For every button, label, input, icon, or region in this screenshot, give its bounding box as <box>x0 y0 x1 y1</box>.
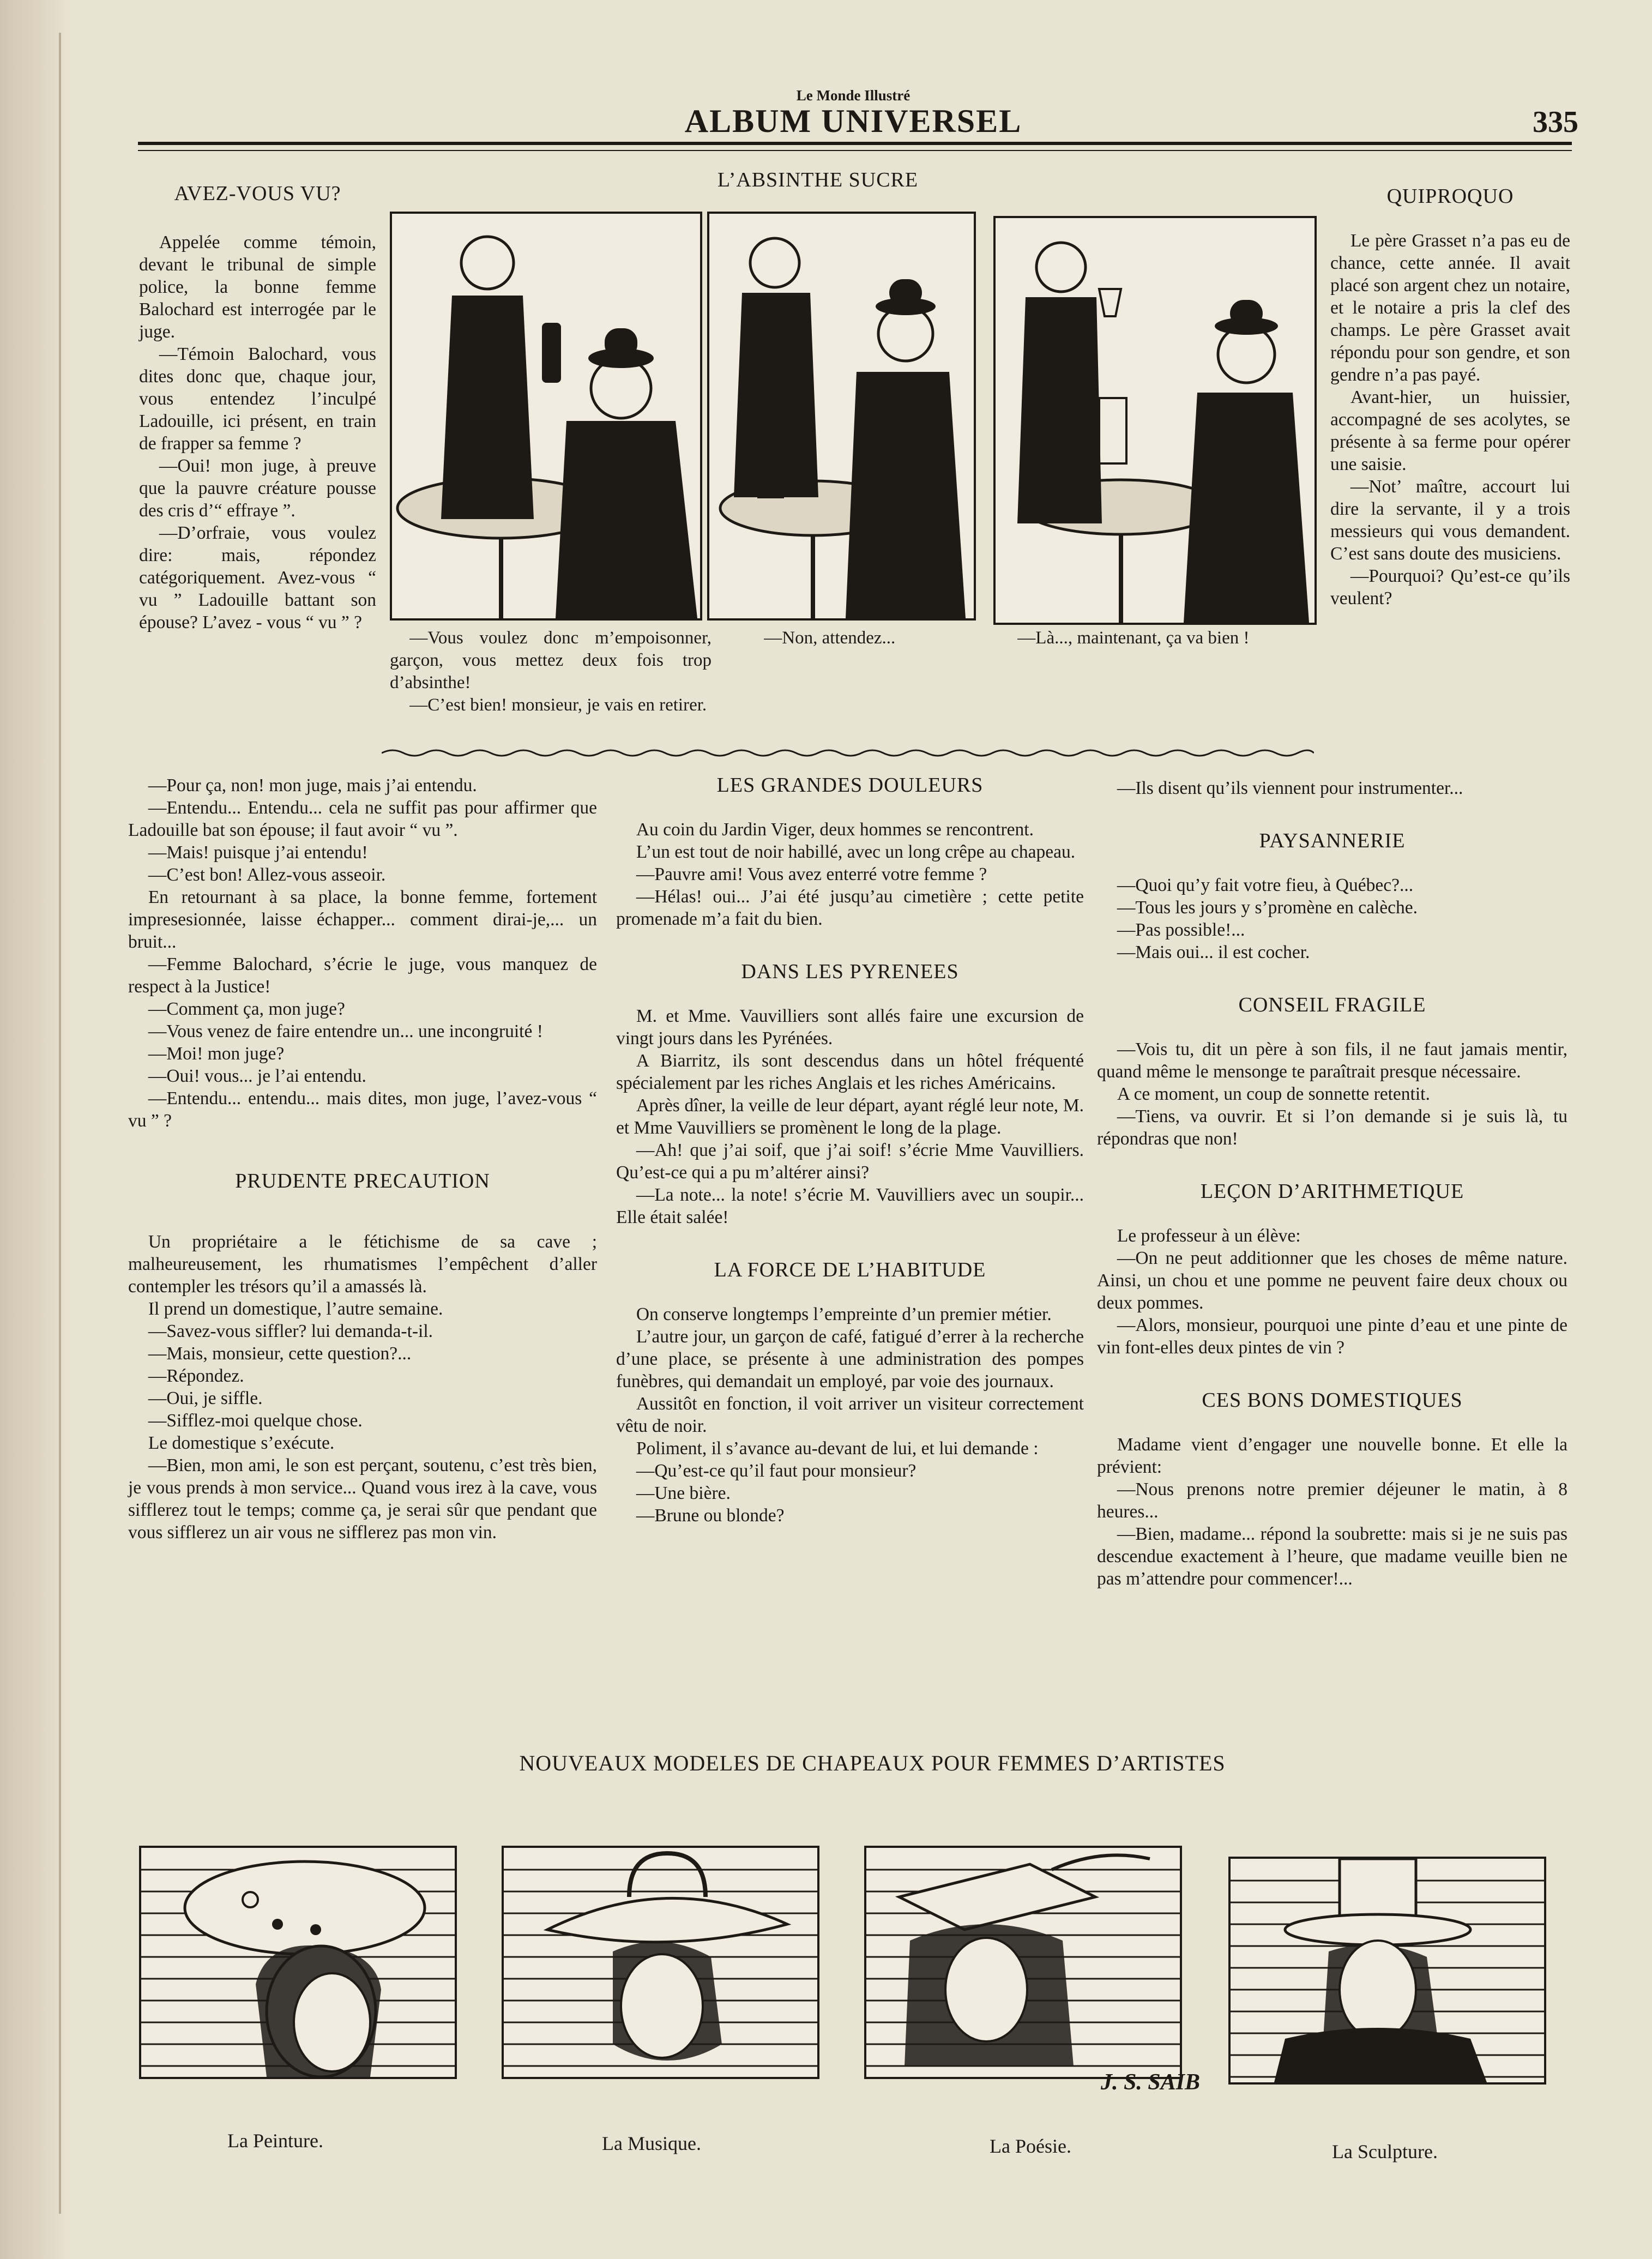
grandes-douleurs-title: LES GRANDES DOULEURS <box>716 774 984 797</box>
paragraph: Le professeur à un élève: <box>1117 1226 1301 1246</box>
cartoon-panel-1 <box>390 212 702 621</box>
avez-vous-vu-article <box>139 183 376 634</box>
hat-caption-poesie: La Poésie. <box>990 2135 1071 2157</box>
header-rule <box>138 142 1572 145</box>
pyrenees-title: DANS LES PYRENEES <box>741 960 959 983</box>
paragraph: —Pourquoi? Qu’est-ce qu’ils veulent? <box>1330 566 1570 609</box>
caption-line: —C’est bien! monsieur, je vais en retirer. <box>409 695 707 715</box>
paragraph: —Qu’est-ce qu’il faut pour monsieur? <box>636 1461 917 1481</box>
paragraph: Madame vient d’engager une nouvelle bonne. Et elle la prévient: <box>1097 1435 1567 1477</box>
paragraph: —Nous prenons notre premier déjeuner le matin, à 8 heures... <box>1097 1479 1567 1522</box>
conseil-title: CONSEIL FRAGILE <box>1238 993 1426 1016</box>
paragraph: —Oui, je siffle. <box>148 1388 263 1408</box>
paragraph: Il prend un domestique, l’autre semaine. <box>148 1299 443 1319</box>
paragraph: —C’est bon! Allez-vous asseoir. <box>148 865 386 885</box>
paragraph: M. et Mme. Vauvilliers sont allés faire une excursion de vingt jours dans les Pyrénées. <box>616 1006 1084 1049</box>
quiproquo-title: QUIPROQUO <box>1386 185 1514 208</box>
paragraph: A ce moment, un coup de sonnette retentit. <box>1117 1084 1430 1104</box>
masthead-title: ALBUM UNIVERSEL <box>684 103 1022 139</box>
paragraph: —Tiens, va ouvrir. Et si l’on demande si je suis là, tu répondras que non! <box>1097 1106 1567 1149</box>
waiter-pouring-illustration <box>392 214 700 618</box>
paragraph: Le domestique s’exécute. <box>148 1433 335 1453</box>
paragraph: Au coin du Jardin Viger, deux hommes se rencontrent. <box>636 820 1034 840</box>
quiproquo-article <box>1330 185 1570 610</box>
paragraph: —Bien, mon ami, le son est perçant, soutenu, c’est très bien, je vous prends à mon service... Quand vous irez à la cave, vous sifflerez tout le temps; comme ça, je serai sûr que pendant que vous sifflerez un air vous ne sifflerez pas mon vin. <box>128 1455 597 1543</box>
customer-drinking-illustration <box>709 214 974 618</box>
paragraph: —Ils disent qu’ils viennent pour instrumenter... <box>1117 778 1463 798</box>
absinthe-caption-3 <box>998 627 1281 649</box>
hat-illustration-musique <box>502 1846 819 2079</box>
palette-hat-drawing <box>141 1848 455 2077</box>
page-spine <box>0 0 71 2259</box>
paragraph: —Bien, madame... répond la soubrette: mais si je ne suis pas descendue exactement à l’heure, que madame veuille bien ne pas m’attendre pour commencer!... <box>1097 1524 1567 1589</box>
absinthe-title: L’ABSINTHE SUCRE <box>717 168 919 191</box>
prudente-title: PRUDENTE PRECAUTION <box>235 1170 490 1192</box>
paragraph: —Témoin Balochard, vous dites donc que, chaque jour, vous entendez l’inculpé Ladouille, ici présent, en train de frapper sa femme ? <box>139 344 376 454</box>
cartoon-panel-3 <box>993 216 1317 625</box>
caption-line: —Vous voulez donc m’empoisonner, garçon, vous mettez deux fois trop d’absinthe! <box>390 628 712 692</box>
right-column <box>1097 777 1567 1590</box>
paragraph: —Alors, monsieur, pourquoi une pinte d’eau et une pinte de vin font-elles deux pintes de vin ? <box>1097 1315 1567 1358</box>
paragraph: —Sifflez-moi quelque chose. <box>148 1411 363 1431</box>
paragraph: —Vois tu, dit un père à son fils, il ne faut jamais mentir, quand même le mensonge te paraîtrait presque nécessaire. <box>1097 1039 1567 1082</box>
paragraph: —On ne peut additionner que les choses de même nature. Ainsi, un chou et une pomme ne peuvent faire deux choux ou deux pommes. <box>1097 1248 1567 1313</box>
paragraph: —Vous venez de faire entendre un... une incongruité ! <box>148 1021 543 1041</box>
paragraph: A Biarritz, ils sont descendus dans un hôtel fréquenté spécialement par les riches Anglais et les riches Américains. <box>616 1051 1084 1093</box>
paragraph: —Mais! puisque j’ai entendu! <box>148 842 368 863</box>
publication-name: Le Monde Illustré <box>796 87 911 104</box>
hat-illustration-peinture <box>139 1846 457 2079</box>
paragraph: —Pas possible!... <box>1117 920 1245 940</box>
paragraph: —Entendu... entendu... mais dites, mon juge, l’avez-vous “ vu ” ? <box>128 1088 597 1131</box>
arithmetique-title: LEÇON D’ARITHMETIQUE <box>1200 1180 1464 1203</box>
paragraph: Le père Grasset n’a pas eu de chance, cette année. Il avait placé son argent chez un notaire, et le notaire a pris la clef des champs. Le père Grasset avait répondu pour son gendre, et son gendre n’a pas payé. <box>1330 231 1570 385</box>
paragraph: —Tous les jours y s’promène en calèche. <box>1117 897 1418 918</box>
column-hat-drawing <box>1231 1859 1544 2082</box>
paragraph: —Savez-vous siffler? lui demanda-t-il. <box>148 1321 433 1341</box>
absinthe-caption-2 <box>744 627 962 649</box>
wavy-separator <box>382 745 1314 761</box>
paragraph: Un propriétaire a le fétichisme de sa cave ; malheureusement, les rhumatismes l’empêchent d’aller contempler les trésors qu’il a amassés là. <box>128 1232 597 1297</box>
avez-vous-vu-title: AVEZ-VOUS VU? <box>174 182 341 205</box>
hat-caption-sculpture: La Sculpture. <box>1332 2141 1438 2162</box>
caption-line: —Non, attendez... <box>764 628 896 648</box>
habitude-title: LA FORCE DE L’HABITUDE <box>714 1258 986 1281</box>
paragraph: —Oui! vous... je l’ai entendu. <box>148 1066 366 1086</box>
paragraph: Avant-hier, un huissier, accompagné de ses acolytes, se présente à sa ferme pour opérer une saisie. <box>1330 387 1570 474</box>
paragraph: Poliment, il s’avance au-devant de lui, et lui demande : <box>636 1438 1039 1459</box>
paragraph: —Femme Balochard, s’écrie le juge, vous manquez de respect à la Justice! <box>128 954 597 997</box>
caption-line: —Là..., maintenant, ça va bien ! <box>1017 628 1250 648</box>
paragraph: Après dîner, la veille de leur départ, ayant réglé leur note, M. et Mme Vauvilliers se promènent le long de la plage. <box>616 1095 1084 1138</box>
book-quill-hat-drawing <box>866 1848 1180 2077</box>
paragraph: L’un est tout de noir habillé, avec un long crêpe au chapeau. <box>636 842 1076 862</box>
glass-raised-illustration <box>996 218 1315 623</box>
paragraph: —Brune ou blonde? <box>636 1505 785 1526</box>
paragraph: —Quoi qu’y fait votre fieu, à Québec?... <box>1117 875 1414 895</box>
artist-signature: J. S. SAIB <box>1100 2070 1201 2095</box>
hat-caption-peinture: La Peinture. <box>227 2130 323 2152</box>
paragraph: Aussitôt en fonction, il voit arriver un visiteur correctement vêtu de noir. <box>616 1394 1084 1436</box>
paragraph: Appelée comme témoin, devant le tribunal de simple police, la bonne femme Balochard est interrogée par le juge. <box>139 232 376 342</box>
paragraph: On conserve longtemps l’empreinte d’un premier métier. <box>636 1304 1052 1324</box>
lyre-hat-drawing <box>504 1848 817 2077</box>
paragraph: —Oui! mon juge, à preuve que la pauvre créature pousse des cris d’“ effraye ”. <box>139 456 376 521</box>
paragraph: —Not’ maître, accourt lui dire la servante, il y a trois messieurs qui vous demandent. C’est sans doute des musiciens. <box>1330 477 1570 564</box>
middle-column <box>616 774 1084 1527</box>
paragraph: —Comment ça, mon juge? <box>148 999 345 1019</box>
chapeaux-title: NOUVEAUX MODELES DE CHAPEAUX POUR FEMMES D’ARTISTES <box>519 1751 1226 1775</box>
paragraph: —Hélas! oui... J’ai été jusqu’au cimetière ; cette petite promenade m’a fait du bien. <box>616 887 1084 929</box>
paragraph: —D’orfraie, vous voulez dire: mais, répondez catégoriquement. Avez-vous “ vu ” Ladouille battant son épouse? L’avez - vous “ vu ” ? <box>139 523 376 632</box>
header-rule-thin <box>138 150 1572 151</box>
domestiques-title: CES BONS DOMESTIQUES <box>1202 1389 1463 1412</box>
paragraph: —Pauvre ami! Vous avez enterré votre femme ? <box>636 864 987 884</box>
hat-illustration-sculpture <box>1228 1857 1546 2085</box>
paragraph: —Une bière. <box>636 1483 731 1503</box>
paragraph: L’autre jour, un garçon de café, fatigué d’errer à la recherche d’une place, se présente à une administration des pompes funèbres, qui demandait un employé, par voie des journaux. <box>616 1327 1084 1391</box>
paysannerie-title: PAYSANNERIE <box>1259 829 1406 852</box>
page-number: 335 <box>1533 105 1578 139</box>
left-column <box>128 774 597 1544</box>
cartoon-panel-2 <box>707 212 976 621</box>
paragraph: En retournant à sa place, la bonne femme, fortement impresesionnée, laisse échapper... comment dirai-je,... un bruit... <box>128 887 597 952</box>
paragraph: —Pour ça, non! mon juge, mais j’ai entendu. <box>148 775 477 796</box>
paragraph: —Ah! que j’ai soif, que j’ai soif! s’écrie Mme Vauvilliers. Qu’est-ce qui a pu m’altérer ainsi? <box>616 1140 1084 1183</box>
paragraph: —Mais oui... il est cocher. <box>1117 942 1310 962</box>
paragraph: —Mais, monsieur, cette question?... <box>148 1344 412 1364</box>
hat-caption-musique: La Musique. <box>602 2133 701 2154</box>
hat-illustration-poesie <box>864 1846 1182 2079</box>
paragraph: —Entendu... Entendu... cela ne suffit pas pour affirmer que Ladouille bat son épouse; il faut avoir “ vu ”. <box>128 798 597 840</box>
absinthe-caption-1 <box>390 627 712 716</box>
paragraph: —La note... la note! s’écrie M. Vauvilliers avec un soupir... Elle était salée! <box>616 1185 1084 1227</box>
paragraph: —Répondez. <box>148 1366 244 1386</box>
paragraph: —Moi! mon juge? <box>148 1044 285 1064</box>
